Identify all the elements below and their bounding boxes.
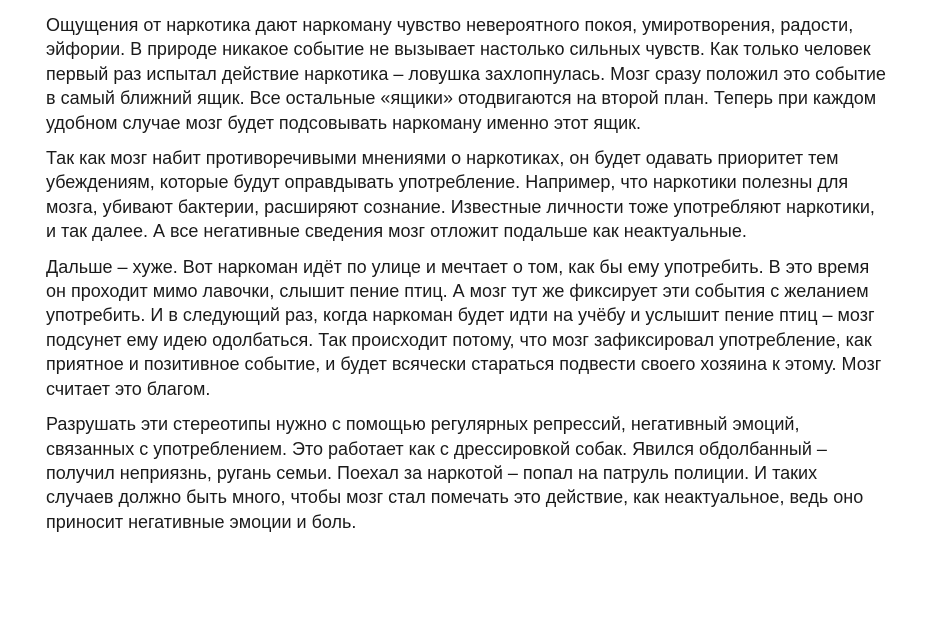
paragraph-line: Ощущения от наркотика дают наркоману чувство невероятного покоя, умиротворения, радости, — [46, 15, 854, 35]
paragraph-line: связанных с употреблением. Это работает как с дрессировкой собак. Явился обдолбанный – — [46, 438, 827, 459]
paragraph-line: первый раз испытал действие наркотика – ловушка захлопнулась. Мозг сразу положил это событие — [46, 63, 886, 84]
paragraph-line: Так как мозг набит противоречивыми мнениями о наркотиках, он будет одавать приоритет тем — [46, 148, 839, 169]
paragraph-line: Дальше – хуже. Вот наркоман идёт по улице и мечтает о том, как бы ему употребить. В это время — [46, 256, 870, 277]
paragraph-line: мозга, убивают бактерии, расширяют сознание. Известные личности тоже употребляют наркотики, — [46, 196, 875, 217]
paragraph-line: приносит негативные эмоции и боль. — [46, 511, 357, 532]
document-body — [46, 13, 926, 545]
paragraph-1 — [46, 13, 926, 135]
paragraph-line: Разрушать эти стереотипы нужно с помощью регулярных репрессий, негативный эмоций, — [46, 414, 800, 435]
paragraph-line: случаев должно быть много, чтобы мозг стал помечать это действие, как неактуальное, ведь оно — [46, 487, 864, 508]
paragraph-line: удобном случае мозг будет подсовывать наркоману именно этот ящик. — [46, 112, 642, 133]
paragraph-4 — [46, 412, 926, 534]
paragraph-line: подсунет ему идею одолбаться. Так происходит потому, что мозг зафиксировал употребление, как — [46, 329, 872, 350]
paragraph-3 — [46, 255, 926, 401]
paragraph-line: и так далее. А все негативные сведения мозг отложит подальше как неактуальные. — [46, 221, 747, 242]
paragraph-line: получил неприязнь, ругань семьи. Поехал за наркотой – попал на патруль полиции. И таких — [46, 462, 818, 483]
paragraph-line: он проходит мимо лавочки, слышит пение птиц. А мозг тут же фиксирует эти события с желанием — [46, 281, 869, 302]
paragraph-line: убеждениям, которые будут оправдывать употребление. Например, что наркотики полезны для — [46, 172, 849, 193]
paragraph-line: в самый ближний ящик. Все остальные «ящики» отодвигаются на второй план. Теперь при каждом — [46, 88, 877, 109]
paragraph-2 — [46, 146, 926, 244]
paragraph-line: приятное и позитивное событие, и будет всячески стараться подвести своего хозяина к этому. Мозг — [46, 354, 882, 375]
paragraph-line: эйфории. В природе никакое событие не вызывает настолько сильных чувств. Как только человек — [46, 39, 871, 60]
paragraph-line: считает это благом. — [46, 378, 211, 399]
paragraph-line: употребить. И в следующий раз, когда наркоман будет идти на учёбу и услышит пение птиц – мозг — [46, 305, 875, 326]
